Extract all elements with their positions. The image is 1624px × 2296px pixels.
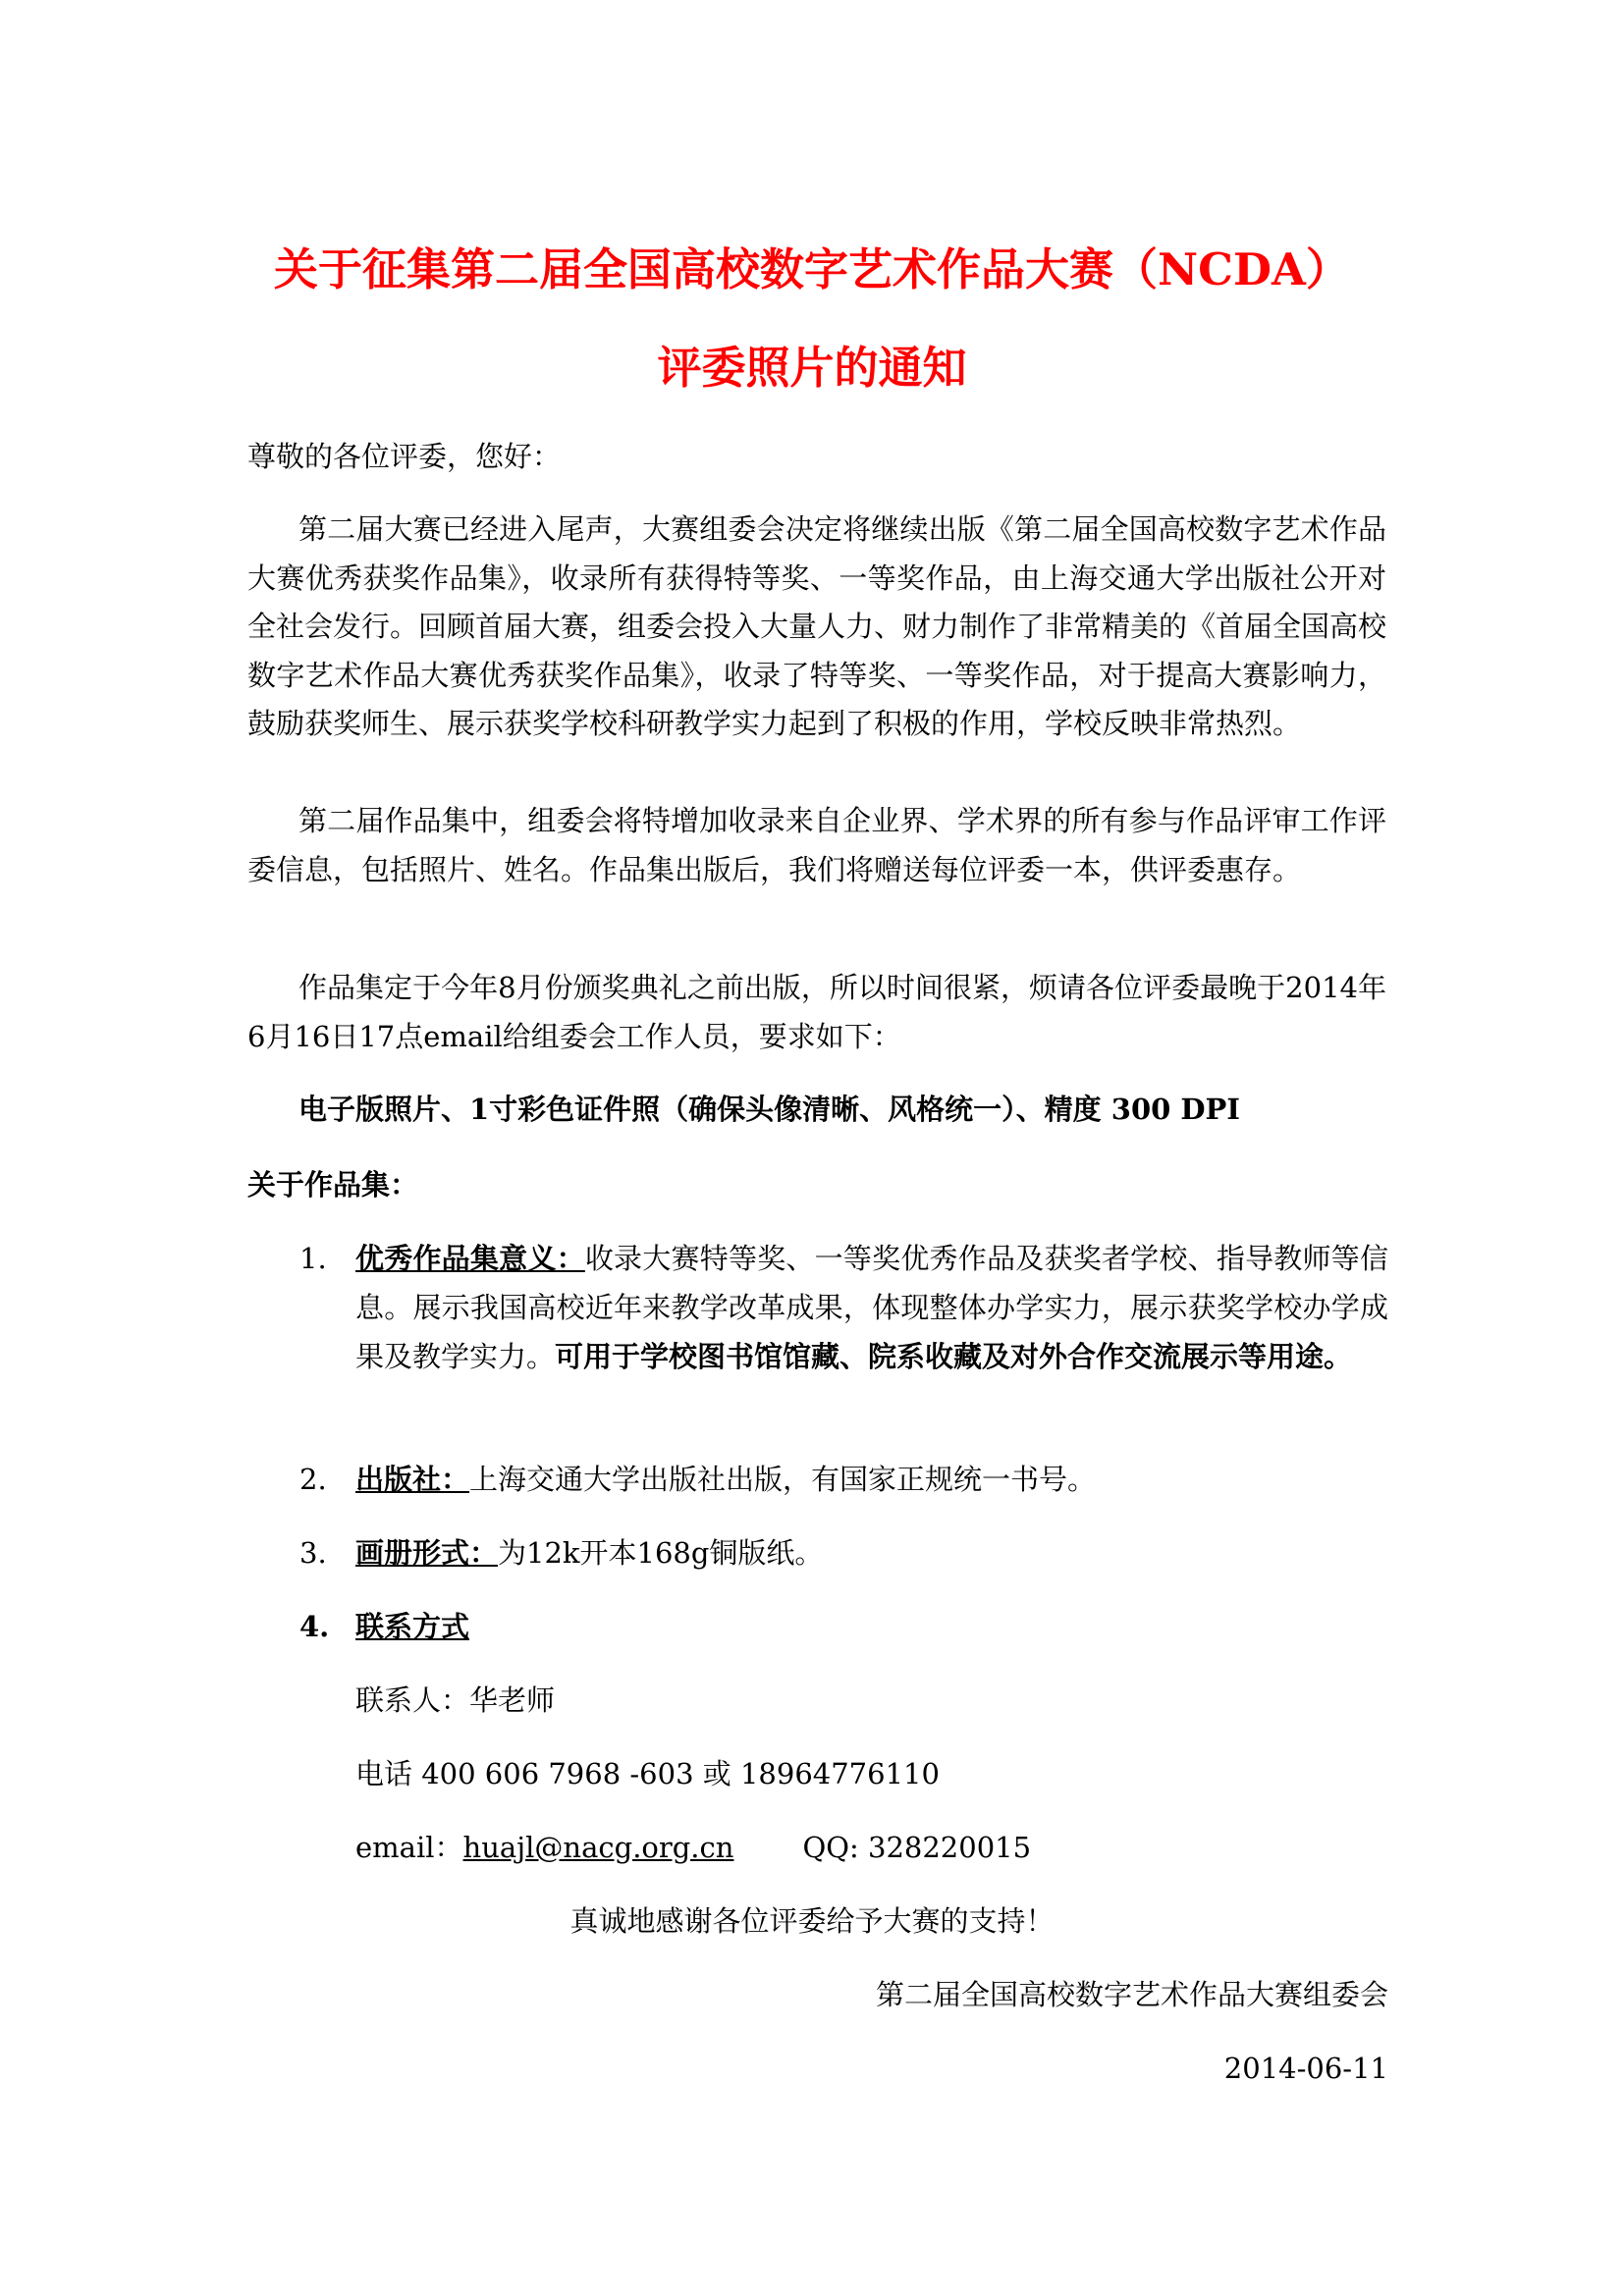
photo-requirement: 电子版照片、1寸彩色证件照（确保头像清晰、风格统一）、精度 300 DPI <box>298 1093 1240 1126</box>
email-link[interactable]: huajl@nacg.org.cn <box>462 1831 734 1864</box>
document-date: 2014-06-11 <box>1223 2052 1388 2085</box>
list-item-contact <box>355 1602 1388 1651</box>
list-number-1: 1. <box>299 1242 327 1275</box>
qq-number: 328220015 <box>868 1831 1032 1864</box>
item-label: 画册形式： <box>355 1536 499 1570</box>
about-heading: 关于作品集： <box>247 1168 419 1201</box>
list-number-2: 2. <box>299 1463 327 1496</box>
list-item-publisher <box>355 1455 1388 1504</box>
document-title-line2: 评委照片的通知 <box>657 342 967 394</box>
item-text: 上海交通大学出版社出版，有国家正规统一书号。 <box>469 1463 1097 1496</box>
list-number-4: 4. <box>299 1610 330 1643</box>
list-item-significance <box>355 1234 1388 1381</box>
salutation: 尊敬的各位评委，您好： <box>247 440 562 473</box>
contact-phone: 电话 400 606 7968 -603 或 18964776110 <box>355 1757 940 1790</box>
thanks-line: 真诚地感谢各位评委给予大赛的支持！ <box>569 1904 1055 1938</box>
item-label: 联系方式 <box>355 1610 470 1643</box>
item-bold-text: 可用于学校图书馆馆藏、院系收藏及对外合作交流展示等用途。 <box>555 1340 1353 1373</box>
paragraph-collection: 第二届作品集中，组委会将特增加收录来自企业界、学术界的所有参与作品评审工作评委信息，包括照片、姓名。作品集出版后，我们将赠送每位评委一本，供评委惠存。 <box>247 804 1386 886</box>
item-label: 优秀作品集意义： <box>355 1242 585 1275</box>
contact-email-row <box>355 1823 1031 1872</box>
document-title-line1: 关于征集第二届全国高校数字艺术作品大赛（NCDA） <box>274 243 1350 295</box>
contact-person: 联系人：华老师 <box>355 1683 556 1717</box>
paragraph-deadline: 作品集定于今年8月份颁奖典礼之前出版，所以时间很紧，烦请各位评委最晚于2014年6月16日17点email给组委会工作人员，要求如下： <box>247 971 1386 1053</box>
item-text: 为12k开本168g铜版纸。 <box>498 1536 824 1570</box>
item-text: 收录大赛特等奖、一等奖优秀作品及获奖者学校、指导教师等信息。展示我国高校近年来教学改革成果，体现整体办学实力，展示获奖学校办学成果及教学实力。 <box>355 1242 1388 1373</box>
qq-label: QQ: <box>802 1831 859 1864</box>
item-label: 出版社： <box>355 1463 470 1496</box>
signature: 第二届全国高校数字艺术作品大赛组委会 <box>875 1978 1388 2011</box>
list-item-format <box>355 1528 1388 1577</box>
paragraph-intro: 第二届大赛已经进入尾声，大赛组委会决定将继续出版《第二届全国高校数字艺术作品大赛优秀获奖作品集》，收录所有获得特等奖、一等奖作品，由上海交通大学出版社公开对全社会发行。回顾首届大赛，组委会投入大量人力、财力制作了非常精美的《首届全国高校数字艺术作品大赛优秀获奖作品集》，收录了特等奖、一等奖作品，对于提高大赛影响力，鼓励获奖师生、展示获奖学校科研教学实力起到了积极的作用，学校反映非常热烈。 <box>247 512 1387 740</box>
list-number-3: 3. <box>299 1536 327 1570</box>
email-label: email： <box>355 1831 463 1864</box>
